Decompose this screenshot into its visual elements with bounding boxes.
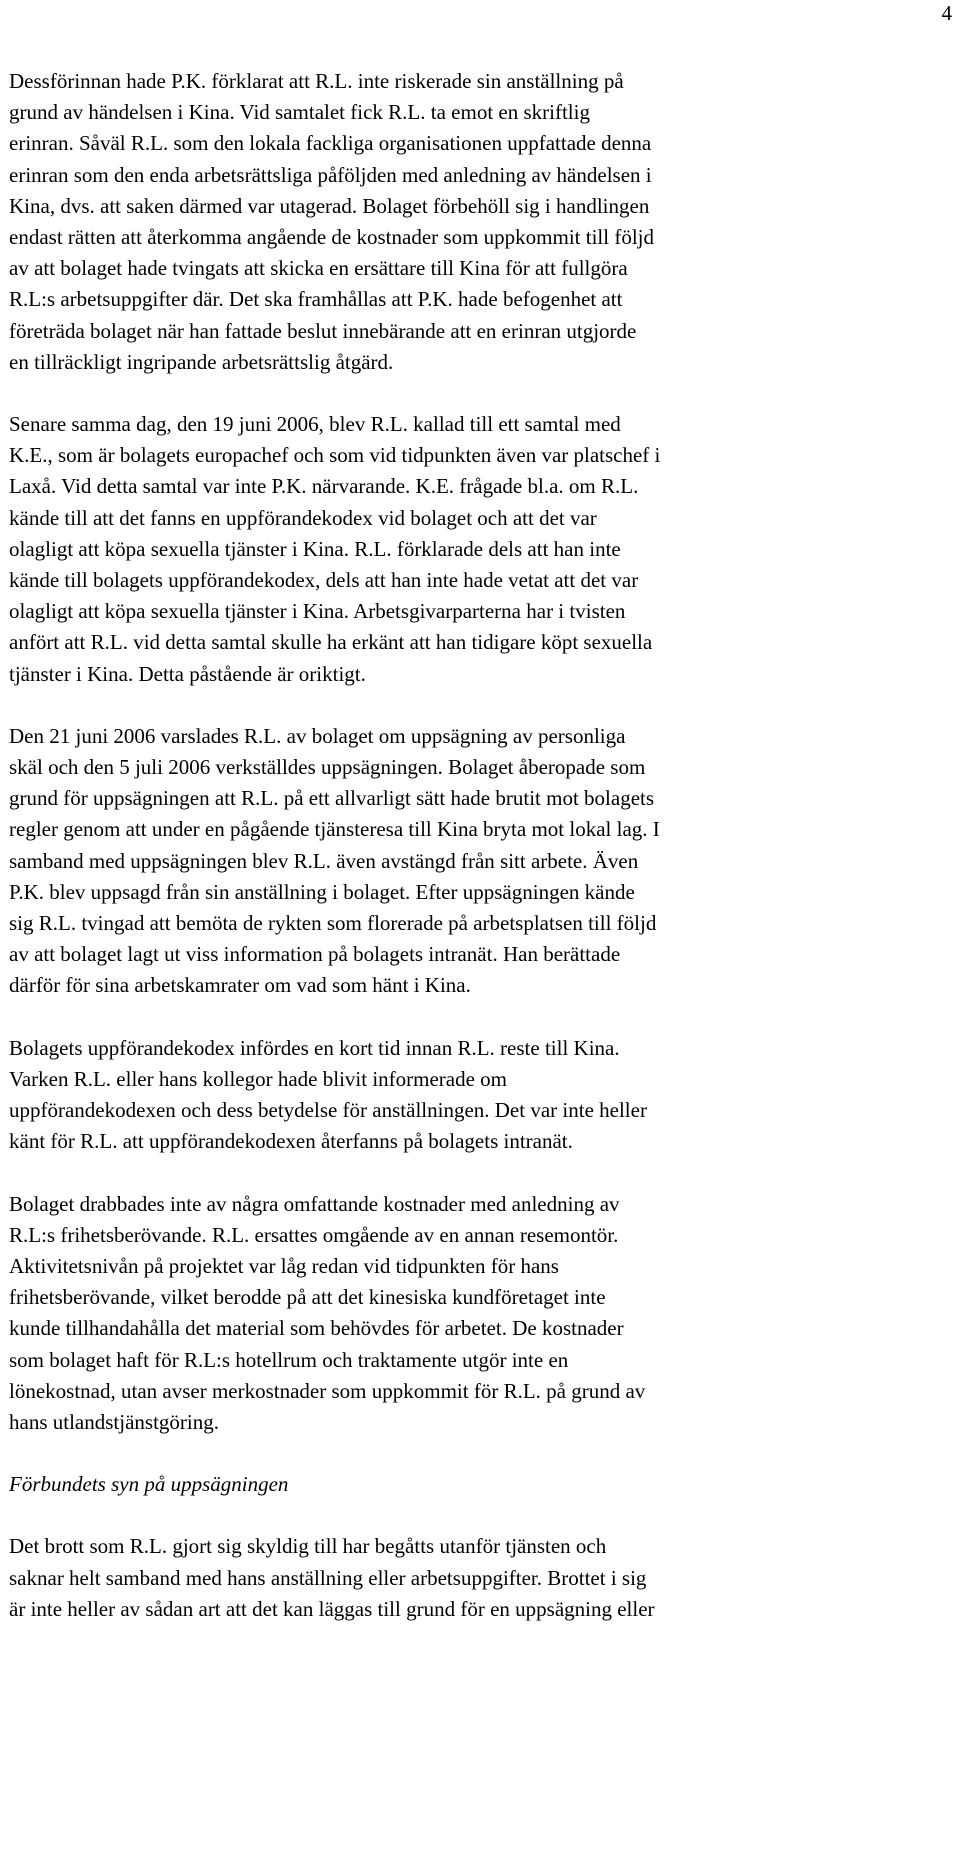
paragraph-4 — [9, 1033, 949, 1158]
text-line: Laxå. Vid detta samtal var inte P.K. närvarande. K.E. frågade bl.a. om R.L. — [9, 474, 639, 499]
text-line: grund av händelsen i Kina. Vid samtalet fick R.L. ta emot en skriftlig — [9, 100, 590, 125]
text-line: Bolagets uppförandekodex infördes en kort tid innan R.L. reste till Kina. — [9, 1035, 620, 1060]
text-line: känt för R.L. att uppförandekodexen återfanns på bolagets intranät. — [9, 1129, 573, 1154]
text-line: kände till bolagets uppförandekodex, dels att han inte hade vetat att det var — [9, 568, 639, 593]
text-line: tjänster i Kina. Detta påstående är oriktigt. — [9, 661, 366, 686]
text-line: som bolaget haft för R.L:s hotellrum och traktamente utgör inte en — [9, 1347, 569, 1372]
text-line: av att bolaget hade tvingats att skicka en ersättare till Kina för att fullgöra — [9, 256, 628, 281]
document-body — [9, 66, 949, 1625]
text-line: kunde tillhandahålla det material som behövdes för arbetet. De kostnader — [9, 1316, 624, 1341]
paragraph-spacer — [9, 1158, 949, 1189]
page-number: 4 — [941, 1, 952, 25]
section-heading: Förbundets syn på uppsägningen — [9, 1472, 289, 1497]
text-line: Senare samma dag, den 19 juni 2006, blev R.L. kallad till ett samtal med — [9, 412, 621, 437]
text-line: saknar helt samband med hans anställning eller arbetsuppgifter. Brottet i sig — [9, 1565, 647, 1590]
text-line: Varken R.L. eller hans kollegor hade blivit informerade om — [9, 1066, 508, 1091]
text-line: Dessförinnan hade P.K. förklarat att R.L. inte riskerade sin anställning på — [9, 69, 624, 93]
text-line: erinran som den enda arbetsrättsliga påföljden med anledning av händelsen i — [9, 162, 652, 187]
paragraph-5 — [9, 1189, 949, 1439]
paragraph-spacer — [9, 690, 949, 721]
text-line: anfört att R.L. vid detta samtal skulle ha erkänt att han tidigare köpt sexuella — [9, 630, 653, 655]
text-line: lönekostnad, utan avser merkostnader som uppkommit för R.L. på grund av — [9, 1378, 646, 1403]
text-line: R.L:s arbetsuppgifter där. Det ska framhållas att P.K. hade befogenhet att — [9, 287, 623, 312]
paragraph-3 — [9, 721, 949, 1002]
text-line: Aktivitetsnivån på projektet var låg redan vid tidpunkten för hans — [9, 1253, 559, 1278]
paragraph-2 — [9, 409, 949, 690]
text-line: regler genom att under en pågående tjänsteresa till Kina bryta mot lokal lag. I — [9, 817, 660, 842]
text-line: en tillräckligt ingripande arbetsrättslig åtgärd. — [9, 349, 394, 374]
text-line: företräda bolaget när han fattade beslut innebärande att en erinran utgjorde — [9, 318, 637, 343]
text-line: Den 21 juni 2006 varslades R.L. av bolaget om uppsägning av personliga — [9, 723, 626, 748]
text-line: kände till att det fanns en uppförandekodex vid bolaget och att det var — [9, 505, 597, 530]
text-line: är inte heller av sådan art att det kan läggas till grund för en uppsägning eller — [9, 1596, 655, 1621]
text-line: sig R.L. tvingad att bemöta de rykten som florerade på arbetsplatsen till följd — [9, 911, 657, 936]
paragraph-spacer — [9, 1438, 949, 1469]
text-line: därför för sina arbetskamrater om vad som hänt i Kina. — [9, 973, 471, 998]
text-line: R.L:s frihetsberövande. R.L. ersattes omgående av en annan resemontör. — [9, 1222, 619, 1247]
paragraph-6 — [9, 1531, 949, 1625]
text-line: samband med uppsägningen blev R.L. även avstängd från sitt arbete. Även — [9, 848, 639, 873]
text-line: K.E., som är bolagets europachef och som vid tidpunkten även var platschef i — [9, 443, 661, 468]
text-line: grund för uppsägningen att R.L. på ett allvarligt sätt hade brutit mot bolagets — [9, 786, 655, 811]
paragraph-spacer — [9, 1500, 949, 1531]
text-line: uppförandekodexen och dess betydelse för anställningen. Det var inte heller — [9, 1098, 647, 1123]
text-line: olagligt att köpa sexuella tjänster i Kina. Arbetsgivarparterna har i tvisten — [9, 599, 626, 624]
text-line: frihetsberövande, vilket berodde på att det kinesiska kundföretaget inte — [9, 1285, 606, 1310]
text-line: Bolaget drabbades inte av några omfattande kostnader med anledning av — [9, 1191, 620, 1216]
text-line: av att bolaget lagt ut viss information på bolagets intranät. Han berättade — [9, 942, 621, 967]
paragraph-spacer — [9, 1002, 949, 1033]
text-line: Det brott som R.L. gjort sig skyldig till har begåtts utanför tjänsten och — [9, 1534, 607, 1559]
text-line: endast rätten att återkomma angående de kostnader som uppkommit till följd — [9, 225, 654, 250]
text-line: erinran. Såväl R.L. som den lokala fackliga organisationen uppfattade denna — [9, 131, 652, 156]
text-line: Kina, dvs. att saken därmed var utagerad. Bolaget förbehöll sig i handlingen — [9, 193, 650, 218]
text-line: skäl och den 5 juli 2006 verkställdes uppsägningen. Bolaget åberopade som — [9, 755, 646, 780]
paragraph-1 — [9, 66, 949, 378]
paragraph-spacer — [9, 378, 949, 409]
text-line: hans utlandstjänstgöring. — [9, 1409, 219, 1434]
text-line: olagligt att köpa sexuella tjänster i Kina. R.L. förklarade dels att han inte — [9, 536, 621, 561]
text-line: P.K. blev uppsagd från sin anställning i bolaget. Efter uppsägningen kände — [9, 879, 635, 904]
